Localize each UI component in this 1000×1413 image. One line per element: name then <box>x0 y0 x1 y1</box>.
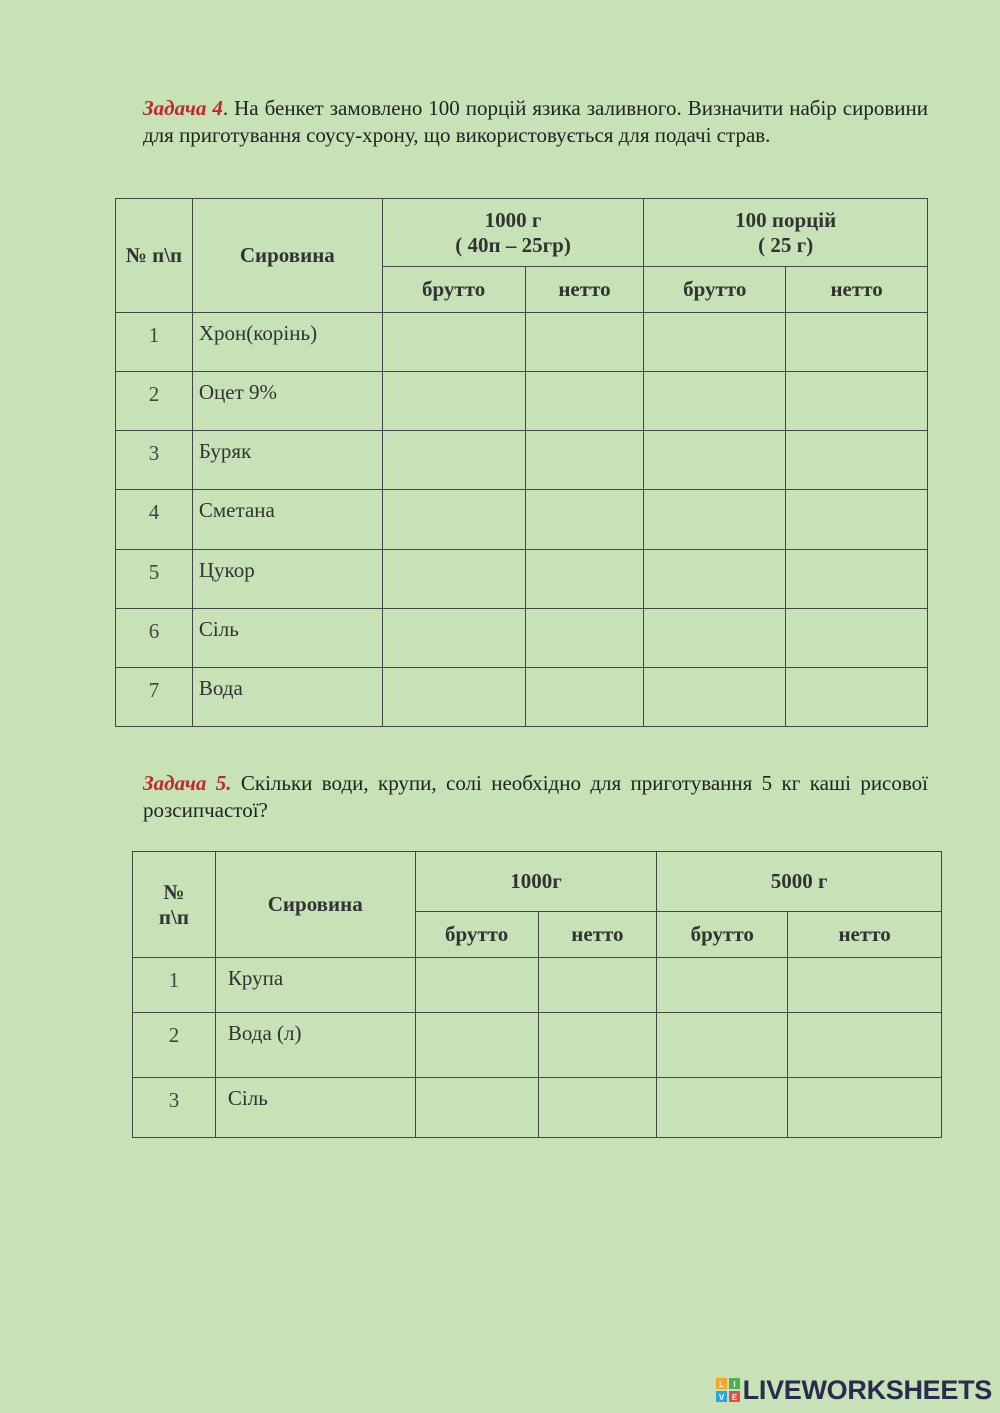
col-num-header-line2: п\п <box>158 904 189 929</box>
table-row <box>116 668 928 727</box>
table-row <box>116 313 928 372</box>
brutto-header: брутто <box>657 912 788 958</box>
table-row <box>133 1013 942 1078</box>
answer-cell[interactable] <box>786 668 928 727</box>
answer-cell[interactable] <box>786 550 928 609</box>
ingredient-name: Цукор <box>192 550 382 609</box>
row-number: 2 <box>116 372 193 431</box>
answer-cell[interactable] <box>644 313 786 372</box>
answer-cell[interactable] <box>525 668 644 727</box>
task5-text: Скільки води, крупи, солі необхідно для приготування 5 кг каші рисової розсипчастої? <box>143 771 928 822</box>
answer-cell[interactable] <box>382 372 525 431</box>
brutto-header: брутто <box>415 912 538 958</box>
svg-text:I: I <box>733 1380 736 1389</box>
answer-cell[interactable] <box>657 1013 788 1078</box>
brutto-header: брутто <box>644 267 786 313</box>
ingredient-name: Сіль <box>215 1078 415 1138</box>
answer-cell[interactable] <box>644 490 786 550</box>
group-100-portions-header <box>644 199 928 267</box>
task5-paragraph <box>143 770 928 824</box>
netto-header: нетто <box>786 267 928 313</box>
col-num-header-line1: № <box>163 879 185 904</box>
answer-cell[interactable] <box>525 490 644 550</box>
row-number: 1 <box>116 313 193 372</box>
answer-cell[interactable] <box>657 1078 788 1138</box>
liveworksheets-logo <box>716 1375 992 1405</box>
answer-cell[interactable] <box>538 1013 657 1078</box>
table-row <box>133 1078 942 1138</box>
table-row <box>116 609 928 668</box>
brutto-header: брутто <box>382 267 525 313</box>
netto-header: нетто <box>788 912 942 958</box>
group-1000g-subtitle: ( 40п – 25гр) <box>455 232 571 257</box>
ingredient-name: Вода <box>192 668 382 727</box>
table-row <box>133 958 942 1013</box>
row-number: 5 <box>116 550 193 609</box>
answer-cell[interactable] <box>525 431 644 490</box>
answer-cell[interactable] <box>525 550 644 609</box>
row-number: 2 <box>133 1013 216 1078</box>
answer-cell[interactable] <box>788 1078 942 1138</box>
task4-text: . На бенкет замовлено 100 порцій язика заливного. Визначити набір сировини для приготування соусу-хрону, що використовується для подачі страв. <box>143 96 928 147</box>
task4-table <box>115 198 928 727</box>
svg-text:L: L <box>718 1380 724 1389</box>
answer-cell[interactable] <box>644 609 786 668</box>
row-number: 3 <box>116 431 193 490</box>
row-number: 1 <box>133 958 216 1013</box>
answer-cell[interactable] <box>644 431 786 490</box>
row-number: 3 <box>133 1078 216 1138</box>
answer-cell[interactable] <box>382 313 525 372</box>
task5-label: Задача 5. <box>143 771 232 795</box>
answer-cell[interactable] <box>525 313 644 372</box>
answer-cell[interactable] <box>786 490 928 550</box>
answer-cell[interactable] <box>415 1078 538 1138</box>
answer-cell[interactable] <box>382 609 525 668</box>
ingredient-name: Сіль <box>192 609 382 668</box>
ingredient-name: Оцет 9% <box>192 372 382 431</box>
task5-table <box>132 851 942 1138</box>
answer-cell[interactable] <box>786 313 928 372</box>
answer-cell[interactable] <box>415 1013 538 1078</box>
answer-cell[interactable] <box>538 1078 657 1138</box>
liveworksheets-badge-icon <box>716 1378 740 1402</box>
answer-cell[interactable] <box>644 550 786 609</box>
answer-cell[interactable] <box>786 609 928 668</box>
netto-header: нетто <box>525 267 644 313</box>
table-header-row <box>133 852 942 912</box>
svg-text:V: V <box>718 1393 724 1402</box>
answer-cell[interactable] <box>786 372 928 431</box>
table-row <box>116 372 928 431</box>
task4-label: Задача 4 <box>143 96 223 120</box>
col-name-header: Сировина <box>192 199 382 313</box>
answer-cell[interactable] <box>382 550 525 609</box>
table-header-row <box>116 199 928 267</box>
group-100-portions-subtitle: ( 25 г) <box>758 232 814 257</box>
task4-paragraph <box>143 95 928 149</box>
answer-cell[interactable] <box>788 1013 942 1078</box>
answer-cell[interactable] <box>415 958 538 1013</box>
answer-cell[interactable] <box>382 490 525 550</box>
row-number: 4 <box>116 490 193 550</box>
table-row <box>116 490 928 550</box>
ingredient-name: Хрон(корінь) <box>192 313 382 372</box>
col-name-header: Сировина <box>215 852 415 958</box>
answer-cell[interactable] <box>644 668 786 727</box>
ingredient-name: Крупа <box>215 958 415 1013</box>
answer-cell[interactable] <box>382 668 525 727</box>
svg-text:E: E <box>731 1393 737 1402</box>
liveworksheets-wordmark: LIVEWORKSHEETS <box>742 1374 992 1405</box>
table-row <box>116 431 928 490</box>
answer-cell[interactable] <box>382 431 525 490</box>
ingredient-name: Сметана <box>192 490 382 550</box>
group-5000g-header: 5000 г <box>657 852 942 912</box>
answer-cell[interactable] <box>525 372 644 431</box>
group-1000g-header: 1000г <box>415 852 657 912</box>
group-1000g-title: 1000 г <box>484 207 542 232</box>
group-1000g-header <box>382 199 644 267</box>
answer-cell[interactable] <box>786 431 928 490</box>
netto-header: нетто <box>538 912 657 958</box>
answer-cell[interactable] <box>644 372 786 431</box>
answer-cell[interactable] <box>538 958 657 1013</box>
col-num-header: № п\п <box>116 199 193 313</box>
answer-cell[interactable] <box>525 609 644 668</box>
ingredient-name: Вода (л) <box>215 1013 415 1078</box>
row-number: 7 <box>116 668 193 727</box>
group-100-portions-title: 100 порцій <box>735 207 837 232</box>
answer-cell[interactable] <box>788 958 942 1013</box>
answer-cell[interactable] <box>657 958 788 1013</box>
ingredient-name: Буряк <box>192 431 382 490</box>
table-row <box>116 550 928 609</box>
row-number: 6 <box>116 609 193 668</box>
col-num-header <box>133 852 216 958</box>
